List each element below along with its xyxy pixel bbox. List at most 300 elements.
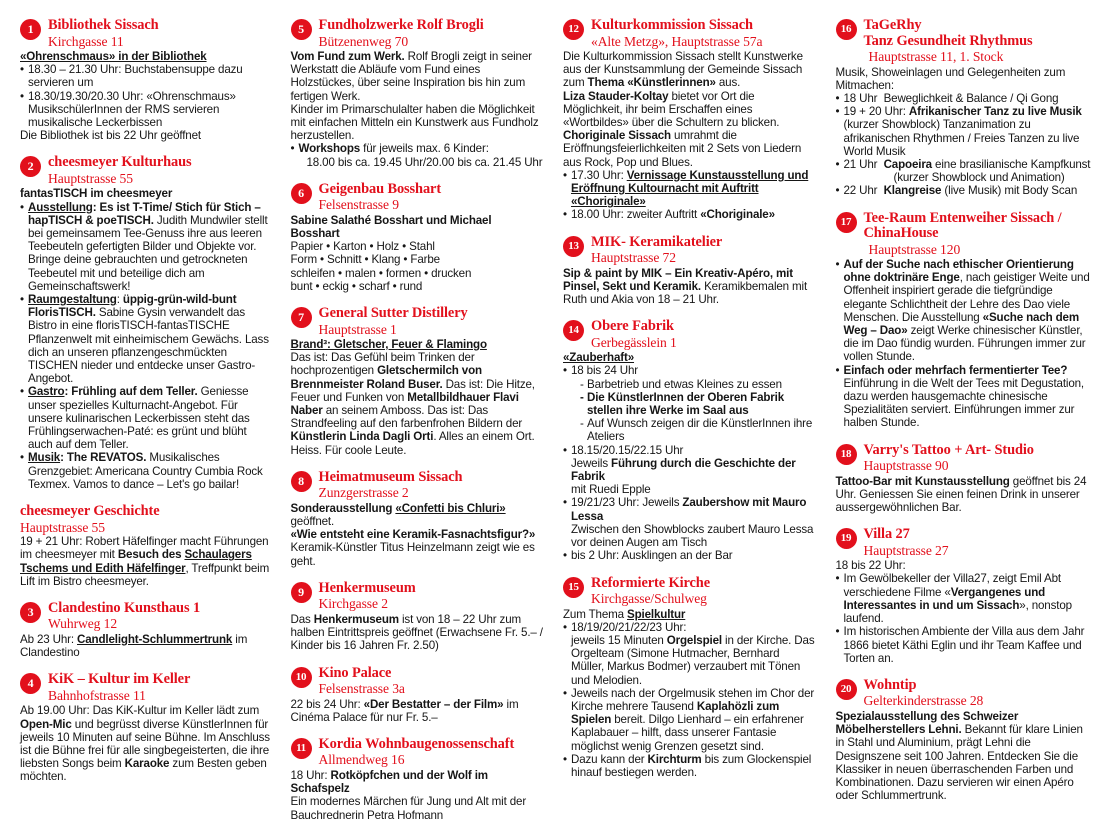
entry-header (563, 576, 816, 607)
entry-closing: Die Bibliothek ist bis 22 Uhr geöffnet (20, 129, 201, 143)
entry-header (836, 18, 1093, 65)
venue-name: Kordia Wohnbaugenossenschaft (318, 735, 515, 752)
text-part: 18 Uhr (843, 91, 878, 105)
list-item (291, 142, 544, 168)
venue-name: MIK- Keramikatelier (591, 233, 723, 250)
entry-fundholzwerke-rolf-brogli (291, 18, 544, 169)
entry-body (291, 50, 544, 169)
entry-body (836, 258, 1093, 430)
list-item (563, 687, 816, 753)
entry-number-badge: 19 (836, 528, 857, 549)
entry-header (563, 319, 816, 350)
text-part: 19 + 20 Uhr: (843, 105, 909, 119)
text-part: im Clandestino (20, 632, 248, 660)
list-item (836, 364, 1093, 430)
text-bold: Liza Stauder-Koltay (563, 89, 669, 103)
bullet-bold: Es ist T-Time/ Stich für Stich – hapTISCH & poeTISCH. (28, 200, 261, 227)
text-part: 21 Uhr (843, 157, 878, 171)
bullet-colon: : (116, 293, 123, 307)
venue-name: Heimatmuseum Sissach (318, 468, 463, 485)
entry-lead (563, 608, 816, 621)
entry-lead: «Ohrenschmaus» in der Bibliothek (20, 50, 207, 63)
entry-general-sutter-distillery (291, 306, 544, 457)
entry-header (291, 581, 544, 612)
venue-address: Bahnhofstrasse 11 (48, 687, 146, 703)
entry-number-badge: 20 (836, 679, 857, 700)
text-part: », nonstop laufend. (843, 598, 1072, 626)
list-item: • bis 2 Uhr: Ausklingen an der Bar (563, 549, 816, 562)
entry-body (20, 704, 271, 783)
list-item (836, 158, 1093, 184)
bullet-label: Gastro (28, 385, 65, 399)
text-part: , Treffpunkt beim Lift im Bistro cheesmeyer. (20, 561, 270, 588)
text-bold: Auf der Suche nach ethischer Orientierung ohne doktrinäre Enge (843, 258, 1074, 285)
entry-header (20, 504, 271, 535)
entry-mik-keramikatelier (563, 235, 816, 307)
entry-number-badge: 16 (836, 19, 857, 40)
entry-number-badge: 5 (291, 19, 312, 40)
venue-name: TaGeRhy (863, 17, 922, 33)
venue-address: Felsenstrasse 3a (318, 681, 405, 696)
text-part: Das ist: Das Gefühl beim Trinken der hochprozentigen (290, 351, 475, 378)
entry-number-badge: 8 (291, 471, 312, 492)
list-item (563, 364, 816, 443)
text-part: 18/19/20/21/22/23 Uhr: (571, 620, 687, 634)
text-part: Jeweils nach der Orgelmusik stehen im Chor der Kirche mehrere Tausend (571, 686, 815, 713)
text-part: Ab 19.00 Uhr: Das KiK-Kultur im Keller lädt zum (20, 704, 260, 718)
entry-number-badge: 2 (20, 156, 41, 177)
entry-number-badge: 11 (291, 738, 312, 759)
text-bold: «Der Bestatter – der Film» (363, 697, 504, 711)
entry-geigenbau-bosshart (291, 182, 544, 293)
entry-text (291, 50, 544, 103)
bullet-label: Ausstellung (28, 200, 93, 214)
list-item (836, 184, 1093, 197)
text-bold: Gletschermilch von Brennmeister Roland Buser. (290, 364, 482, 391)
venue-address: Hauptstrasse 1 (318, 321, 397, 337)
text-bold: Choriginale Sissach (563, 129, 671, 143)
venue-address: Hauptstrasse 27 (863, 542, 949, 558)
text-part: und begrüsst diverse KünstlerInnen für jeweils 10 Minuten auf seine Bühne. Im Anschluss ist die Bühne frei für alle singbegeisterten, die ihre liebsten Songs beim (20, 717, 270, 771)
venue-name-line2: Tanz Gesundheit Rhythmus (863, 32, 1033, 49)
text-bold: «Suche nach dem Weg – Dao» (843, 310, 1080, 338)
entry-number-badge: 17 (836, 212, 857, 233)
list-item (563, 496, 816, 549)
entry-header (291, 666, 544, 697)
text-part: Bekannt für klare Linien in Stahl und Aluminium, prägt Lehni die Designszene seit 100 Jahren. Entdecken Sie die Klassiker in neuen überraschenden Farben und Kombinationen. Dazu servieren wir einen Apéro oder Schlummertrunk. (835, 723, 1083, 803)
text-part: Im Gewölbekeller der Villa27, zeigt Emil Abt verschiedene Filme « (843, 572, 1061, 599)
text-bold: Sip & paint by MIK – Ein Kreativ-Apéro, mit Pinsel, Sekt und Keramik. (563, 266, 793, 293)
entry-heimatmuseum-sissach (291, 470, 544, 568)
text-bold: Spezialausstellung des Schweizer Möbelherstellers Lehni. (835, 709, 1019, 737)
text-part: 22 bis 24 Uhr: (290, 697, 364, 711)
entry-header (20, 601, 271, 632)
entry-text (20, 633, 271, 659)
entry-body (563, 50, 816, 222)
entry-bullet-list (20, 63, 271, 129)
entry-bullet-list (20, 201, 271, 491)
venue-name: Kulturkommission Sissach (591, 17, 753, 33)
text-part: Dazu kann der (571, 752, 648, 766)
entry-bullet-list (563, 169, 816, 222)
venue-address: Kirchgasse 11 (48, 33, 124, 49)
entry-text (563, 50, 816, 90)
venue-name: Fundholzwerke Rolf Brogli (318, 17, 484, 33)
entry-text: Ein modernes Märchen für Jung und Alt mit der Bauchrednerin Petra Hofmann (290, 795, 527, 822)
entry-header (836, 527, 1093, 558)
entry-obere-fabrik (563, 319, 816, 562)
venue-address: Wuhrweg 12 (48, 616, 118, 632)
entry-bullet-list (563, 621, 816, 779)
bullet-text: Musikalisches Grenzgebiet: Americana Country Cumbia Rock Texmex. Vamos to dance – Let's go bailar! (28, 451, 263, 491)
text-part: bietet vor Ort die Möglichkeit, ihr beim Erschaffen eines «Wortbildes» über die Schultern zu blicken. (563, 89, 780, 130)
venue-name: KiK – Kultur im Keller (48, 671, 191, 688)
list-subtext: 18.00 bis ca. 19.45 Uhr/20.00 bis ca. 21.45 Uhr (306, 155, 543, 169)
text-part: geöffnet. (290, 515, 335, 529)
text-part: , nach geistiger Weite und Offenheit inspiriert gerade die tiefgründige elegante Schlichtheit der Lehre des Dao viele Menschen. Die Ausstellung (843, 271, 1090, 324)
text-bold: Orgelspiel (666, 633, 722, 647)
program-column-2 (281, 17, 554, 822)
bullet-colon: : (60, 451, 67, 465)
entry-header (563, 235, 816, 266)
entry-bibliothek-sissach (20, 18, 271, 142)
entry-body (836, 710, 1093, 802)
entry-body (291, 769, 544, 822)
list-item: - Auf Wunsch zeigen dir die KünstlerInnen ihre Ateliers (580, 417, 816, 443)
text-part: bis zum Glockenspiel hinauf bestiegen werden. (571, 752, 812, 779)
entry-tagerhy (836, 18, 1093, 198)
entry-text (563, 90, 816, 130)
venue-name: General Sutter Distillery (318, 305, 468, 322)
list-subtext: (kurzer Showblock und Animation) (893, 171, 1065, 185)
venue-address: Kirchgasse 2 (318, 596, 388, 612)
entry-text (291, 351, 544, 457)
text-part: eine brasilianische Kampfkunst (931, 157, 1091, 171)
venue-name: Villa 27 (863, 526, 910, 543)
text-bold: Henkermuseum (313, 612, 399, 626)
list-item (20, 385, 271, 451)
entry-text: Keramik-Künstler Titus Heinzelmann zeigt wie es geht. (290, 541, 535, 568)
text-part: 18.00 Uhr: zweiter Auftritt (571, 208, 701, 222)
entry-text: bunt • eckig • scharf • rund (290, 279, 423, 293)
entry-reformierte-kirche (563, 576, 816, 780)
text-part: Ab 23 Uhr: (20, 632, 77, 646)
list-item (563, 208, 816, 221)
entry-cheesmeyer-geschichte (20, 504, 271, 588)
entry-text (291, 698, 544, 724)
text-bold: Besuch des (117, 548, 185, 562)
entry-body (563, 267, 816, 307)
text-bold: Workshops (298, 142, 361, 156)
entry-header (563, 18, 816, 49)
program-column-1 (8, 17, 281, 784)
bullet-bold: Frühling auf dem Teller. (71, 385, 198, 399)
text-underline: Spielkultur (627, 607, 686, 621)
entry-header (291, 18, 544, 49)
venue-address: Allmendweg 16 (318, 752, 405, 768)
text-part: aus. (715, 76, 741, 90)
list-item (836, 92, 1093, 105)
text-part: Die Kulturkommission Sissach stellt Kunstwerke aus der Kunstsammlung der Gemeinde Sissach zum (563, 50, 803, 90)
text-part: 19/21/23 Uhr: Jeweils (571, 496, 683, 510)
venue-address: Gerbegässlein 1 (591, 334, 677, 350)
list-subtext: mit Ruedi Epple (571, 483, 651, 497)
text-part: Das (290, 612, 314, 626)
list-subtext (571, 634, 816, 687)
entry-text: schleifen • malen • formen • drucken (290, 266, 472, 280)
entry-text: Kinder im Primarschulalter haben die Möglichkeit mit einfachen Mitteln ein Kunstwerk aus Fundholz herzustellen. (290, 102, 539, 143)
entry-bullet-list (836, 258, 1093, 430)
list-item (563, 169, 816, 209)
text-part: Beweglichkeit & Balance / Qi Gong (883, 91, 1059, 105)
list-item (563, 621, 816, 687)
venue-name: Wohntip (863, 676, 917, 693)
entry-number-badge: 6 (291, 183, 312, 204)
entry-wohntip (836, 678, 1093, 802)
entry-lead: «Zauberhaft» (563, 351, 635, 365)
entry-text: Papier • Karton • Holz • Stahl (290, 240, 435, 254)
entry-number-badge: 9 (291, 582, 312, 603)
text-underline: Schaulagers Tschems und Edith Häfelfinger (20, 548, 252, 575)
bullet-bold: üppig-grün-wild-bunt FlorisTISCH. (28, 293, 237, 320)
bullet-label: Raumgestaltung (28, 293, 117, 307)
list-item (836, 105, 1093, 158)
venue-name: cheesmeyer Geschichte (20, 503, 160, 520)
entry-number-badge: 18 (836, 444, 857, 465)
text-part: 18.15/20.15/22.15 Uhr (571, 443, 684, 457)
text-part: Zum Thema (563, 607, 628, 621)
entry-text (291, 769, 544, 795)
entry-text: Form • Schnitt • Klang • Farbe (290, 253, 440, 267)
entry-text (291, 613, 544, 653)
text-bold: Künstlerin Linda Dagli Orti (290, 430, 434, 444)
entry-villa-27 (836, 527, 1093, 665)
venue-address: Zunzgerstrasse 2 (318, 485, 409, 501)
list-item (563, 444, 816, 497)
venue-address: Gelterkinderstrasse 28 (863, 693, 984, 709)
text-part: in der Kirche. Das Orgelteam (Simone Hutmacher, Bernhard Müller, Markus Bodmer) verzaubert mit Tönen und Melodien. (571, 633, 815, 687)
entry-body (836, 559, 1093, 665)
bullet-colon: : (92, 200, 100, 214)
text-part: (live Musik) mit Body Scan (941, 184, 1078, 198)
venue-address: Hauptstrasse 55 (20, 519, 105, 535)
text-part: umrahmt die Eröffnungsfeierlichkeiten mit 2 Sets von Liedern aus Rock, Pop und Blues. (563, 129, 802, 169)
entry-header (836, 211, 1093, 258)
venue-address: Hauptstrasse 55 (48, 170, 133, 186)
list-item: - Barbetrieb und etwas Kleines zu essen (580, 378, 816, 391)
entry-text (563, 129, 816, 169)
text-bold: Vergangenes und Interessantes in und um Sissach (843, 585, 1046, 612)
text-part: zeigt Werke chinesischer Künstler, die im Dao fündig wurden. Führungen immer zur vollen Stunde. (843, 324, 1086, 364)
text-bold: Kaplahözli zum Spielen (571, 699, 780, 727)
text-bold: Capoeira (883, 157, 932, 171)
entry-lead: fantasTISCH im cheesmeyer (20, 187, 173, 201)
venue-name: Obere Fabrik (591, 318, 674, 335)
venue-name-line2: ChinaHouse (863, 225, 939, 242)
text-bold: Metallbildhauer Flavi Naber (290, 390, 519, 418)
text-part: geöffnet bis 24 Uhr. Geniessen Sie einen feinen Drink in unserer aussergewöhnlichen Bar. (835, 474, 1087, 515)
entry-kordia-wohnbaugenossenschaft (291, 737, 544, 822)
bullet-colon: : (64, 385, 72, 399)
venue-name: Tee-Raum Entenweiher Sissach / (863, 209, 1062, 226)
venue-address: Bützenenweg 70 (318, 33, 409, 49)
bullet-bold: The REVATOS. (66, 451, 147, 465)
entry-header (291, 182, 544, 213)
list-item (563, 753, 816, 779)
entry-number-badge: 3 (20, 602, 41, 623)
venue-name: cheesmeyer Kulturhaus (48, 154, 192, 171)
list-item: • 18.30/19.30/20.30 Uhr: «Ohrenschmaus» MusikschülerInnen der RMS servieren musikalische Leckerbissen (20, 90, 271, 130)
text-part: . Alles an einem Ort. Heiss. Für coole Leute. (290, 430, 535, 457)
entry-lead: 18 bis 22 Uhr: (835, 559, 906, 573)
entry-henkermuseum (291, 581, 544, 653)
bullet-text: Geniesse unser spezielles Kulturnacht-Angebot. Für unsere kulinarischen Leckerbissen steht das Frühlingserwachen-Paté: es grünt und blüht auch auf dem Teller. (28, 385, 250, 452)
text-bold: Einfach oder mehrfach fermentierter Tee? (843, 363, 1068, 377)
entry-text (836, 710, 1093, 802)
text-part: 22 Uhr (843, 184, 878, 198)
text-part: ist von 18 – 22 Uhr zum halben Eintrittspreis geöffnet (Erwachsene Fr. 5.– / Kinder bis 16 Jahren Fr. 2.50) (290, 612, 543, 653)
program-column-4 (826, 17, 1099, 803)
entry-number-badge: 14 (563, 320, 584, 341)
entry-kulturkommission-sissach (563, 18, 816, 222)
program-column-3 (553, 18, 826, 780)
entry-number-badge: 13 (563, 236, 584, 257)
venue-name: Reformierte Kirche (591, 574, 710, 591)
entry-body (291, 502, 544, 568)
text-underline: Vernissage Kunstausstellung und Eröffnung Kultournacht mit Auftritt «Choriginale» (571, 168, 809, 209)
text-bold: Tattoo-Bar mit Kunstausstellung (835, 474, 1010, 488)
entry-kino-palace (291, 666, 544, 724)
entry-text (563, 267, 816, 307)
entry-body (20, 535, 271, 588)
entry-bullet-list (563, 364, 816, 562)
venue-address: Hauptstrasse 90 (863, 458, 949, 474)
venue-name: Kino Palace (318, 664, 392, 681)
text-bold: Kirchturm (647, 752, 702, 766)
text-part: 18 Uhr: (290, 768, 331, 782)
text-bold: Führung durch die Geschichte der Fabrik (571, 456, 796, 484)
text-part: Das ist: Die Hitze, Feuer und Funken von (290, 377, 535, 404)
bullet-label: Musik (28, 451, 61, 465)
text-part: 19 + 21 Uhr: Robert Häfelfinger macht Führungen im cheesmeyer mit (20, 535, 269, 562)
text-bold: Zaubershow mit Mauro Lessa (571, 496, 807, 523)
text-part: zum Besten geben möchten. (20, 757, 267, 784)
entry-header (836, 678, 1093, 709)
venue-name: Henkermuseum (318, 579, 416, 596)
entry-header (291, 306, 544, 337)
entry-header (20, 672, 271, 703)
entry-number-badge: 7 (291, 307, 312, 328)
text-bold: Rotköpfchen und der Wolf im Schafspelz (290, 768, 488, 796)
venue-address: «Alte Metzg», Hauptstrasse 57a (591, 33, 763, 49)
entry-header (291, 737, 544, 768)
text-part: Rolf Brogli zeigt in seiner Werkstatt die Abläufe vom Fund eines Holzstückes, über seine Inspiration bis hin zum fertigen Werk. (290, 50, 532, 103)
text-bold: Sonderausstellung (290, 501, 396, 515)
text-bold: Open-Mic (20, 717, 72, 731)
list-item: • Im historischen Ambiente der Villa aus dem Jahr 1866 bietet Käthi Eglin und ihr Team Kaffee und Torten an. (836, 625, 1093, 665)
entry-number-badge: 12 (563, 19, 584, 40)
entry-body (291, 338, 544, 457)
text-bold: Karaoke (124, 757, 170, 771)
bullet-text: Judith Mundwiler stellt bei gemeinsamem Tee-Genuss ihre aus leeren Teebeuteln gefertigten Bilder und Objekte vor. Bringe deine gebrauchten und getrockneten Teebeutel mit und beteilige dich am Gemeinschaftswerk! (28, 213, 268, 293)
entry-lead: Brand³: Gletscher, Feuer & Flamingo (290, 338, 487, 352)
entry-body (291, 214, 544, 293)
text-part: jeweils 15 Minuten (571, 633, 667, 647)
entry-body (291, 613, 544, 653)
entry-number-badge: 10 (291, 667, 312, 688)
text-part: (kurzer Showblock) Tanzanimation zu afrikanischen Rhythmen / Freies Tanzen zu live World Musik (843, 118, 1080, 158)
sub-list (571, 378, 816, 444)
entry-text (836, 475, 1093, 515)
entry-body (20, 633, 271, 659)
list-item (836, 572, 1093, 625)
list-subtext: Zwischen den Showblocks zaubert Mauro Lessa vor deinen Augen am Tisch (571, 522, 814, 550)
entry-body (20, 187, 271, 491)
entry-number-badge: 4 (20, 673, 41, 694)
entry-header (291, 470, 544, 501)
text-part: im Cinéma Palace für nur Fr. 5.– (290, 697, 519, 724)
entry-body (563, 608, 816, 780)
venue-name: Bibliothek Sissach (48, 17, 159, 33)
entry-text: «Wie entsteht eine Keramik-Fasnachtsfigur?» (290, 528, 536, 542)
list-item (20, 451, 271, 491)
text-bold: «Choriginale» (700, 208, 775, 222)
entry-body (291, 698, 544, 724)
entry-lead: Musik, Showeinlagen und Gelegenheiten zum Mitmachen: (835, 65, 1066, 92)
entry-body (836, 66, 1093, 198)
text-bold: Vom Fund zum Werk. (290, 50, 405, 63)
list-item: - Die KünstlerInnen der Oberen Fabrik stellen ihre Werke im Saal aus (580, 391, 816, 417)
entry-number-badge: 1 (20, 19, 41, 40)
list-subtext: Einführung in die Welt der Tees mit Degustation, dazu werden hausgemachte chinesische Spezialitäten serviert. Einführungen immer zur halben Stunde. (843, 376, 1084, 430)
entry-clandestino-kunsthaus (20, 601, 271, 659)
entry-varrys-tattoo-art-studio (836, 443, 1093, 515)
venue-name: Geigenbau Bosshart (318, 180, 442, 197)
list-subtext (571, 457, 816, 483)
entry-body (836, 475, 1093, 515)
venue-address: Hauptstrasse 120 (868, 241, 961, 257)
venue-address: Felsenstrasse 9 (318, 197, 399, 213)
entry-kik-kultur-im-keller (20, 672, 271, 783)
text-bold: Thema «Künstlerinnen» (587, 76, 716, 90)
text-part: Jeweils (571, 456, 612, 470)
text-part: 18 bis 24 Uhr (571, 364, 639, 378)
text-bold: Candlelight-Schlummertrunk (77, 632, 233, 646)
entry-text (291, 502, 544, 528)
text-bold: Klangreise (883, 184, 942, 198)
entry-text (20, 535, 271, 588)
text-part: an seinem Amboss. Das ist: Das Strandfeeling auf den farbenfrohen Bildern der (290, 404, 523, 431)
list-item (20, 293, 271, 385)
venue-address: Kirchgasse/Schulweg (591, 591, 707, 606)
entry-body (20, 50, 271, 142)
text-bold: Afrikanischer Tanz zu live Musik (908, 105, 1082, 119)
list-item (836, 258, 1093, 364)
venue-name: Varry's Tattoo + Art- Studio (863, 441, 1034, 458)
text-part: 17.30 Uhr: (571, 168, 627, 182)
text-part: Keramikbemalen mit Ruth und Akia von 18 – 21 Uhr. (563, 279, 808, 307)
entry-header (836, 443, 1093, 474)
entry-tee-raum-entenweiher (836, 211, 1093, 430)
venue-address: Hauptstrasse 11, 1. Stock (868, 49, 1004, 64)
list-item (20, 201, 271, 293)
entry-bullet-list (836, 92, 1093, 198)
entry-body (563, 351, 816, 562)
venue-address: Hauptstrasse 72 (591, 250, 676, 266)
entry-lead: Sabine Salathé Bosshart und Michael Bosshart (290, 213, 492, 241)
text-part: bereit. Dilgo Lienhard – ein erfahrener Kaplabauer – hilft, dass unserer Fantasie möglichst wenig Grenzen gesetzt sind. (571, 713, 804, 753)
entry-text (20, 704, 271, 783)
